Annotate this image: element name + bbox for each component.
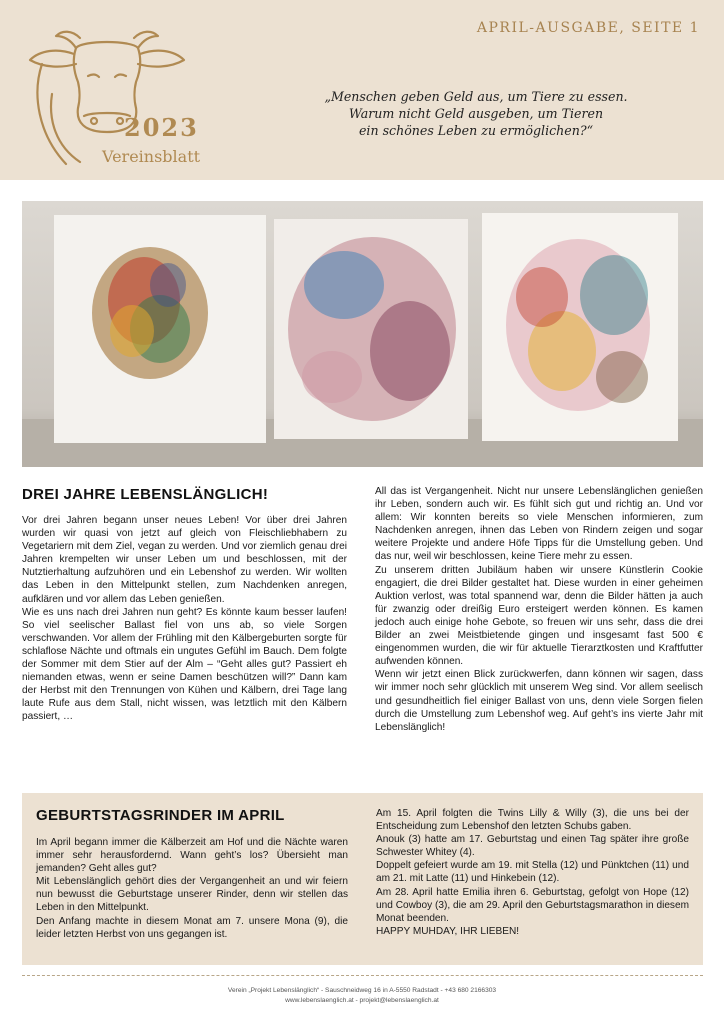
- logo: [22, 24, 222, 172]
- birthday-paragraph: Am 28. April hatte Emilia ihren 6. Geburtstag, gefolgt von Hope (12) und Cowboy (3), die am 29. April den Geburtstagsmarathon in diesem Monat beenden.: [376, 886, 689, 924]
- article-title: DREI JAHRE LEBENSLÄNGLICH!: [22, 486, 269, 503]
- logo-name: Vereinsblatt: [102, 147, 201, 166]
- birthday-paragraph: Im April begann immer die Kälberzeit am Hof und die Nächte waren immer sehr herausfordernd. Wann geht’s los? Übersieht man jemanden? Geht alles gut?: [36, 837, 348, 875]
- article-paragraph: Wenn wir jetzt einen Blick zurückwerfen, dann können wir sagen, dass wir immer noch sehr glücklich mit unserem Weg sind. Vor allem seelisch und gesundheitlich fiel einiger Ballast von uns, denn viele Sorgen fielen durch die Umstellung zum Lebenshof weg. Auf geht’s ins vierte Jahr mit Lebenslänglich!: [375, 669, 703, 733]
- birthday-paragraph: Mit Lebenslänglich gehört dies der Vergangenheit an und wir feiern nun bewusst die Geburtstage unserer Rinder, denn wir stellen das Leben in den Mittelpunkt.: [36, 876, 348, 914]
- birthday-column-left: [36, 836, 348, 941]
- article-column-right: [375, 485, 703, 734]
- canvas-2: [274, 219, 468, 439]
- footer-divider: [22, 975, 703, 976]
- header-quote: [290, 88, 662, 139]
- birthday-title: GEBURTSTAGSRINDER IM APRIL: [36, 807, 285, 824]
- footer-contact[interactable]: www.lebenslaenglich.at - projekt@lebenslaenglich.at: [285, 996, 439, 1004]
- birthday-column-right: [376, 807, 689, 938]
- birthday-paragraph: Am 15. April folgten die Twins Lilly & Willy (3), die uns bei der Entscheidung zum Lebenshof den letzten Schubs gaben.: [376, 808, 689, 833]
- canvas-1: [54, 215, 266, 443]
- article-paragraph: Zu unserem dritten Jubiläum haben wir unsere Künstlerin Cookie engagiert, die drei Bilder gestaltet hat. Diese wurden in einer geheimen Auktion verlost, was total spannend war, denn die Bilder hätten ja auch für zwanzig oder dreißig Euro ersteigert werden können. Es kamen jedoch auch einige hohe Gebote, so freuen wir uns sehr, dass die drei Bilder an zwei Meistbietende gingen und insgesamt fast 500 € eingenommen wurden, die wir für aktuelle Tierarztkosten und Kraftfutter aufwenden können.: [375, 564, 703, 668]
- birthday-paragraph: Den Anfang machte in diesem Monat am 7. unsere Mona (9), die leider letzten Herbst von uns gegangen ist.: [36, 915, 348, 940]
- article-paragraph: All das ist Vergangenheit. Nicht nur unsere Lebenslänglichen genießen ihr Leben, sondern auch wir. Es fühlt sich gut und richtig an. Und vor allem: Wir konnten bereits so viele Menschen informieren, zum Nachdenken anregen, ihnen das Leben von Rindern zeigen und sogar weitere Projekte und andere Höfe Tipps für die Umstellung geben. Und das nur, weil wir beschlossen, keine Tiere mehr zu essen.: [375, 486, 703, 563]
- issue-label: APRIL-AUSGABE, SEITE 1: [476, 20, 700, 36]
- paintings-photo: [22, 201, 703, 467]
- quote-line: Warum nicht Geld ausgeben, um Tieren: [348, 106, 604, 121]
- article-column-left: [22, 514, 347, 724]
- birthday-paragraph: Doppelt gefeiert wurde am 19. mit Stella (12) und Pünktchen (11) und am 21. mit Latte (11) und Hinkebein (12).: [376, 860, 689, 885]
- footer: [0, 986, 724, 1005]
- logo-year: 2023: [124, 113, 199, 142]
- birthday-paragraph: Anouk (3) hatte am 17. Geburtstag und einen Tag später ihre große Schwester Whitey (4).: [376, 834, 689, 859]
- footer-address: Verein „Projekt Lebenslänglich“ - Sauschneidweg 16 in A-5550 Radstadt - +43 680 2166303: [227, 987, 497, 994]
- masthead: [0, 0, 724, 180]
- quote-line: ein schönes Leben zu ermöglichen?“: [358, 123, 594, 138]
- quote-line: „Menschen geben Geld aus, um Tiere zu essen.: [324, 89, 628, 104]
- article-paragraph: Wie es uns nach drei Jahren nun geht? Es könnte kaum besser laufen! So viel seelischer Ballast fiel von uns ab, so viele Sorgen verschwanden. Vor allem der Frühling mit den Kälbergeburten sorgte für schlaflose Nächte und oftmals ein ungutes Gefühl im Bauch. Dem folgte der Sommer mit dem Stier auf der Alm – “Geht alles gut? Passiert eh niemanden etwas, wenn er seine Damen beschützen will?” Dann kam der Herbst mit den Trennungen von Kühen und Kälbern, drei Tage lang laute Rufe aus dem Stall, nicht wissen, was letztlich mit den Kälbern passiert, …: [22, 606, 347, 723]
- three-canvases-image: [22, 201, 703, 467]
- canvas-3: [482, 213, 678, 441]
- birthday-paragraph: HAPPY MUHDAY, IHR LIEBEN!: [376, 925, 520, 937]
- article-paragraph: Vor drei Jahren begann unser neues Leben! Vor über drei Jahren wurden wir quasi von jetzt auf gleich von Fleischliebhabern zu Vegetariern mit dem Ziel, vegan zu werden. Und vor ziemlich genau drei Jahren krempelten wir unser Leben um und beschlossen, mit der Nutztierhaltung aufzuhören und ein Lebenshof zu werden. Wir wollten das Leben in den Mittelpunkt stellen, zum Nachdenken anregen, aufklären und vor allem das Leben genießen.: [22, 515, 347, 605]
- cow-head-icon: [22, 24, 222, 172]
